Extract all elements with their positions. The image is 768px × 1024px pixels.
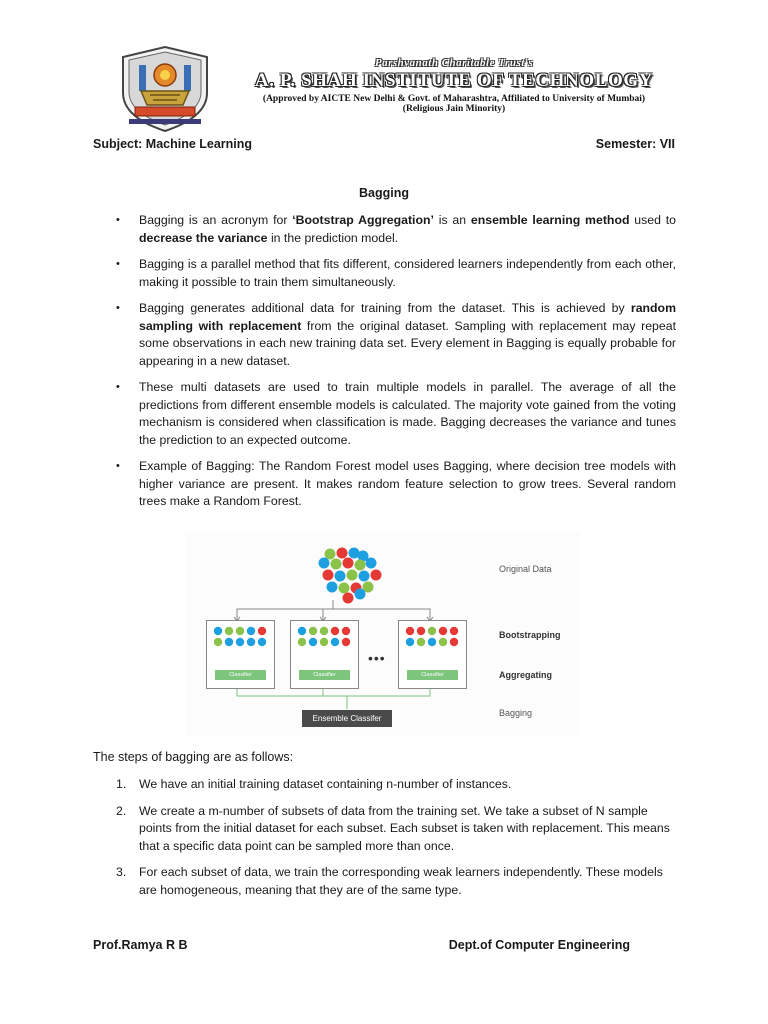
steps-list: [110, 776, 676, 908]
data-point-dot: [236, 627, 244, 635]
data-point-dot: [331, 559, 342, 570]
data-point-dot: [347, 570, 358, 581]
trust-name: Parshvanath Charitable Trust's: [374, 57, 534, 69]
institute-name: A. P. SHAH INSTITUTE OF TECHNOLOGY: [254, 70, 654, 91]
minority-note: (Religious Jain Minority): [402, 104, 506, 114]
data-point-dot: [214, 627, 222, 635]
data-point-dot: [331, 638, 339, 646]
data-point-dot: [327, 582, 338, 593]
bullet-item: [110, 212, 676, 247]
sample-dots: [399, 621, 466, 661]
author-name: Prof.Ramya R B: [93, 938, 188, 952]
step-item: [110, 803, 676, 856]
sample-dots: [207, 621, 274, 661]
data-point-dot: [450, 627, 458, 635]
data-point-dot: [319, 558, 330, 569]
data-point-dot: [298, 627, 306, 635]
data-point-dot: [309, 638, 317, 646]
data-point-dot: [342, 627, 350, 635]
data-point-dot: [236, 638, 244, 646]
data-point-dot: [247, 627, 255, 635]
data-point-dot: [343, 558, 354, 569]
bootstrap-sample-box: [290, 620, 359, 689]
data-point-dot: [406, 638, 414, 646]
data-point-dot: [258, 638, 266, 646]
bagging-label: Bagging: [499, 708, 533, 718]
data-point-dot: [298, 638, 306, 646]
data-point-dot: [342, 638, 350, 646]
step-number: 2.: [116, 803, 127, 818]
institute-text: [253, 57, 655, 114]
data-point-dot: [406, 627, 414, 635]
step-number: 1.: [116, 777, 127, 791]
classifier-badge: Classifier: [215, 670, 266, 680]
bullet-list: [110, 212, 676, 520]
bootstrap-sample-box: [398, 620, 467, 689]
step-text: We have an initial training dataset containing n-number of instances.: [139, 777, 512, 791]
subject-line: [93, 137, 675, 151]
data-point-dot: [417, 638, 425, 646]
bullet-item: [110, 300, 676, 370]
bootstrap-sample-box: [206, 620, 275, 689]
bullet-text: Bagging is an acronym for: [139, 213, 293, 227]
data-point-dot: [439, 627, 447, 635]
data-point-dot: [309, 627, 317, 635]
connector-lines: [237, 600, 430, 620]
data-point-dot: [331, 627, 339, 635]
data-point-dot: [225, 627, 233, 635]
page-footer: [93, 938, 630, 952]
bootstrapping-label: Bootstrapping: [499, 630, 561, 640]
data-point-dot: [323, 570, 334, 581]
bullet-item: [110, 256, 676, 291]
data-point-dot: [320, 627, 328, 635]
data-point-dot: [359, 571, 370, 582]
data-point-dot: [439, 638, 447, 646]
step-text: We create a m-number of subsets of data from the training set. We take a subset of N sample points from the initial dataset for each subset. Each subset is taken with replacement. This means that a specific data point can be sampled more than once.: [139, 803, 670, 853]
bullet-bold: decrease the variance: [139, 230, 268, 245]
approval-note: (Approved by AICTE New Delhi & Govt. of Maharashtra, Affiliated to University of Mumbai): [262, 94, 646, 104]
data-point-dot: [339, 583, 350, 594]
bullet-bold: ensemble learning method: [470, 213, 630, 227]
data-point-dot: [355, 560, 366, 571]
data-point-dot: [428, 627, 436, 635]
data-point-dot: [325, 549, 336, 560]
bagging-diagram: [185, 532, 580, 736]
bullet-text: used to: [629, 213, 677, 227]
semester-label: Semester: VII: [595, 137, 675, 151]
bullet-item: [110, 458, 676, 511]
institute-header: [115, 45, 655, 135]
step-number: 3.: [116, 865, 127, 879]
department-name: Dept.of Computer Engineering: [448, 938, 630, 952]
data-point-dot: [428, 638, 436, 646]
subject-label: Subject: Machine Learning: [93, 137, 253, 151]
aggregation-lines: [237, 688, 430, 709]
data-point-dot: [371, 570, 382, 581]
data-point-dot: [247, 638, 255, 646]
data-point-dot: [258, 627, 266, 635]
step-text: For each subset of data, we train the corresponding weak learners independently. These models are homogeneous, meaning that they are of the same type.: [139, 865, 663, 897]
classifier-badge: Classifier: [299, 670, 350, 680]
page-title: Bagging: [359, 186, 409, 200]
bullet-bold: ‘Bootstrap Aggregation’: [292, 213, 434, 227]
data-point-dot: [366, 558, 377, 569]
aggregating-label: Aggregating: [499, 670, 552, 680]
data-point-dot: [343, 593, 354, 604]
data-point-dot: [225, 638, 233, 646]
ensemble-classifier-box: Ensemble Classifer: [302, 710, 392, 727]
ellipsis: •••: [368, 650, 386, 666]
data-point-dot: [337, 548, 348, 559]
steps-intro: The steps of bagging are as follows:: [93, 750, 294, 764]
data-point-dot: [320, 638, 328, 646]
data-point-dot: [214, 638, 222, 646]
bullet-text: Bagging is a parallel method that fits different, considered learners independently from each other, making it possible to train them simultaneously.: [139, 257, 676, 289]
bullet-text: in the prediction model.: [267, 230, 399, 245]
institute-logo: [115, 45, 215, 133]
data-point-dot: [417, 627, 425, 635]
original-data-cluster: [319, 548, 382, 604]
data-point-dot: [355, 589, 366, 600]
bullet-item: [110, 379, 676, 449]
classifier-badge: Classifier: [407, 670, 458, 680]
bullet-text: These multi datasets are used to train multiple models in parallel. The average of all the predictions from different ensemble models is calculated. The majority vote gained from the voting mechanism is considered when classification is made. Bagging decreases the variance and tunes the prediction to an expected outcome.: [139, 380, 676, 447]
bullet-text: Example of Bagging: The Random Forest model uses Bagging, where decision tree models with higher variance are present. It makes random feature selection to grow trees. Several random trees make a Random Forest.: [139, 459, 676, 508]
bullet-text: Bagging generates additional data for training from the dataset. This is achieved by: [139, 301, 631, 315]
bullet-text: from the original dataset. Sampling with replacement may repeat some observations in each new training data set. Every element in Bagging is equally probable for appearing in a new dataset.: [139, 318, 676, 368]
step-item: [110, 864, 676, 899]
data-point-dot: [335, 571, 346, 582]
sample-dots: [291, 621, 358, 661]
bullet-bold: random sampling with replacement: [139, 301, 676, 333]
data-point-dot: [450, 638, 458, 646]
original-data-label: Original Data: [499, 564, 552, 574]
bullet-text: is an: [433, 213, 471, 227]
step-item: [110, 776, 676, 794]
